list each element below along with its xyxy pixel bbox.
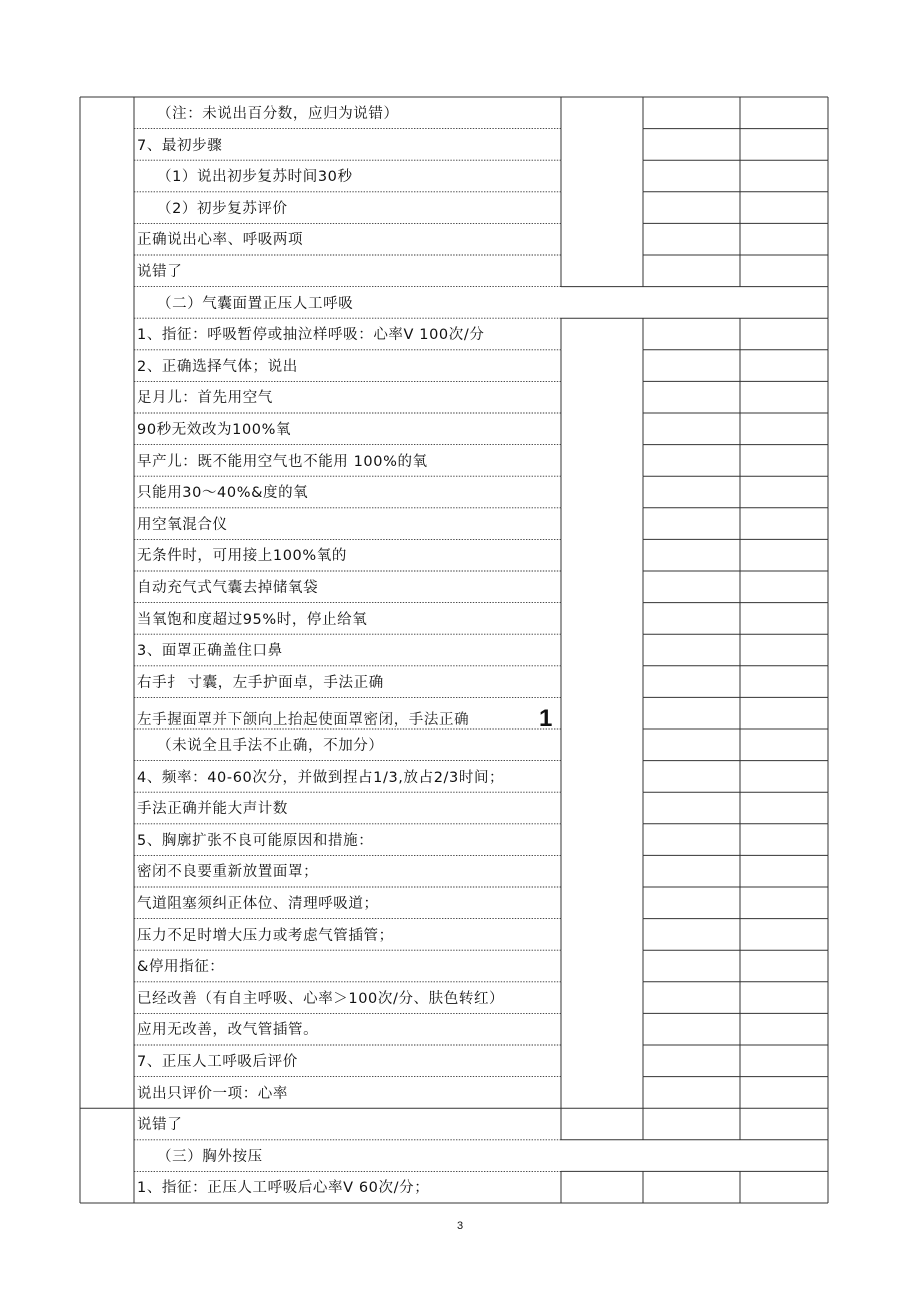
table-row: 密闭不良要重新放置面罩； bbox=[137, 864, 319, 881]
table-row: 无条件时，可用接上100%氧的 bbox=[137, 548, 347, 565]
overlap-mark: 1 bbox=[539, 705, 553, 732]
table-row: 手法正确并能大声计数 bbox=[137, 801, 288, 818]
table-row: （注：未说出百分数，应归为说错） bbox=[157, 106, 399, 122]
table-row: 只能用30～40%&度的氧 bbox=[137, 485, 309, 502]
table-row: 7、正压人工呼吸后评价 bbox=[137, 1054, 298, 1070]
table-row: 应用无改善，改气管插管。 bbox=[137, 1022, 319, 1039]
table-row: 5、胸廓扩张不良可能原因和措施： bbox=[137, 832, 374, 849]
table-row: 右手扌 寸囊，左手护面卓，手法正确 bbox=[137, 674, 384, 691]
table-row: 气道阻塞须纠正体位、清理呼吸道； bbox=[137, 896, 379, 912]
table-row: 足月儿：首先用空气 bbox=[137, 390, 273, 407]
table-row: 正确说出心率、呼吸两项 bbox=[137, 232, 304, 249]
table-row: 3、面罩正确盖住口鼻 bbox=[137, 643, 283, 660]
table-row: 早产儿：既不能用空气也不能用 100%的氧 bbox=[137, 453, 428, 470]
table-row: 说出只评价一项：心率 bbox=[137, 1085, 288, 1102]
table-row: 4、频率：40-60次分，并做到捏占1/3,放占2/3时间； bbox=[137, 769, 505, 786]
table-row: （未说全且手法不止确，不加分） bbox=[157, 738, 384, 754]
table-row: &停用指征： bbox=[137, 959, 225, 976]
table-row: 已经改善（有自主呼吸、心率＞100次/分、肤色转红） bbox=[137, 990, 505, 1007]
page-number: 3 bbox=[456, 1220, 464, 1232]
table-row: 1、指征：呼吸暂停或抽泣样呼吸：心率V 100次/分 bbox=[137, 327, 485, 344]
table-row: （三）胸外按压 bbox=[157, 1148, 263, 1165]
table-row: 90秒无效改为100%氧 bbox=[137, 422, 292, 438]
table-row: 说错了 bbox=[137, 1117, 183, 1134]
table-row: （二）气囊面置正压人工呼吸 bbox=[157, 295, 354, 312]
table-row: 用空氧混合仪 bbox=[137, 516, 228, 533]
table-row: （2）初步复苏评价 bbox=[157, 200, 288, 217]
overlapped-text: 左手握面罩并下颌向上抬起使面罩密闭，手法正确 bbox=[137, 712, 470, 728]
table-row: 自动充气式气囊去掉储氧袋 bbox=[137, 580, 319, 596]
table-row: 说错了 bbox=[137, 264, 183, 280]
table-row: 2、正确选择气体；说出 bbox=[137, 358, 298, 375]
table-row: 压力不足时增大压力或考虑气管插管； bbox=[137, 927, 394, 944]
table-row: 7、最初步骤 bbox=[137, 137, 223, 154]
table-row: 当氧饱和度超过95%时，停止给氧 bbox=[137, 611, 368, 628]
table-row: 1、指征：正压人工呼吸后心率V 60次/分； bbox=[137, 1180, 430, 1197]
table-row: （1）说出初步复苏时间30秒 bbox=[157, 169, 353, 186]
overlapped-text-fragment bbox=[137, 712, 537, 730]
